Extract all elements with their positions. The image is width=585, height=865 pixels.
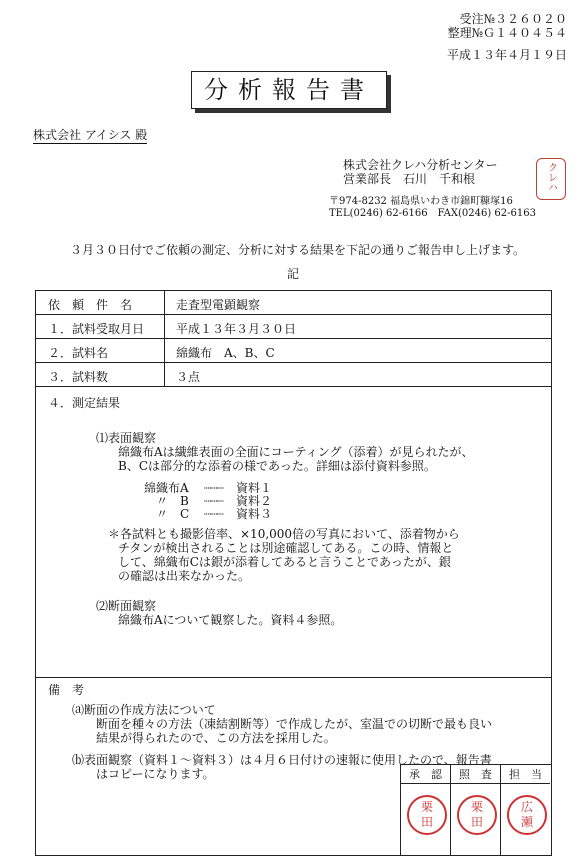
leader-dots: ┈┈┈ [204, 494, 223, 508]
approval-column [401, 765, 451, 855]
leader-dots: ┈┈┈ [204, 481, 223, 495]
table-row [36, 339, 551, 363]
approval-column [451, 765, 501, 855]
reference-block [447, 12, 567, 62]
section2-title: ⑵断面観察 [96, 599, 157, 613]
material-ref: 資料２ [236, 494, 273, 508]
recipient-name: 株式会社 アイシス 殿 [33, 128, 148, 142]
issuer-address: 〒974-8232 福島県いわき市錦町糠塚16 [329, 196, 513, 207]
approval-seal-text: 栗田 [470, 800, 483, 829]
row-label: ２．試料名 [48, 346, 109, 360]
report-title: 分析報告書 [204, 76, 374, 104]
approval-header: 照 査 [451, 767, 500, 784]
issuer-dept: 営業部長 石川 千和根 [343, 172, 476, 186]
table-row [36, 291, 551, 315]
approval-header: 承 認 [401, 767, 450, 784]
section1-line: 綿織布Aは繊維表面の全面にコーティング（添着）が見られたが、 [118, 445, 474, 459]
note-line: の確認は出来なかった。 [118, 569, 251, 583]
section1-line: B、Cは部分的な添着の様であった。詳細は添付資料参照。 [118, 459, 436, 473]
approval-seal [407, 795, 447, 835]
note-line: チタンが検出されることは別途確認してある。この時、情報と [118, 541, 454, 555]
remark-line: 結果が得られたので、この方法を採用した。 [96, 731, 336, 745]
row-value: 綿織布 A、B、C [176, 346, 275, 360]
report-date: 平成１３年４月１９日 [446, 48, 567, 62]
approval-column [501, 765, 550, 855]
approval-grid [400, 764, 551, 855]
company-seal-text: クレハ [545, 162, 557, 192]
company-seal [536, 158, 566, 200]
row-label: １．試料受取月日 [48, 322, 145, 336]
order-number: 受注№３２６０２０ [459, 12, 567, 26]
recipient [33, 126, 147, 144]
title-box [191, 71, 387, 109]
approval-seal [507, 795, 547, 835]
remark-line: はコピーになります。 [96, 767, 215, 781]
note-line: ＊各試料とも撮影倍率、×10,000倍の写真において、添着物から [108, 527, 460, 541]
issuer-company: 株式会社クレハ分析センター [343, 158, 498, 172]
approval-seal-text: 栗田 [420, 800, 433, 829]
material-ref: 資料３ [236, 507, 273, 521]
issuer-block [329, 158, 536, 220]
table-row [36, 315, 551, 339]
row-value: ３点 [176, 370, 201, 384]
issuer-phone: TEL(0246) 62-6166 FAX(0246) 62-6163 [329, 208, 536, 219]
row-value: 平成１３年３月３０日 [176, 322, 297, 336]
reference-number: 整理№Ｇ１４０４５４ [447, 26, 567, 40]
remark-line: ⒜断面の作成方法について [72, 703, 216, 717]
remarks-divider [36, 677, 551, 678]
section2-body: 綿織布Aについて観察した。資料４参照。 [118, 613, 343, 627]
remarks-heading: 備 考 [48, 683, 85, 697]
row-label: ３．試料数 [48, 370, 109, 384]
material-name: 綿織布A [144, 481, 189, 495]
note-line: して、綿織布Cは銀が添着してあると言うことであったが、銀 [118, 555, 451, 569]
report-table [35, 290, 552, 856]
remark-line: 断面を種々の方法（凍結割断等）で作成したが、室温での切断で最も良い [96, 717, 493, 731]
material-name: 〃 C [156, 507, 190, 521]
approval-header: 担 当 [501, 767, 550, 784]
row-label: 依 頼 件 名 [48, 298, 133, 312]
table-row [36, 363, 551, 387]
results-heading: ４．測定結果 [48, 396, 121, 410]
material-ref: 資料１ [236, 481, 273, 495]
approval-seal-text: 広瀬 [520, 800, 533, 829]
section1-title: ⑴表面観察 [96, 431, 157, 445]
ki-marker: 記 [287, 267, 300, 281]
material-name: 〃 B [156, 494, 189, 508]
intro-text: ３月３０日付でご依頼の測定、分析に対する結果を下記の通りご報告申し上げます。 [70, 243, 526, 257]
approval-seal [457, 795, 497, 835]
leader-dots: ┈┈┈ [204, 507, 223, 521]
remark-line: ⒝表面観察（資料１～資料３）は４月６日付けの速報に使用したので、報告書 [72, 753, 492, 767]
row-value: 走査型電顕観察 [176, 298, 261, 312]
